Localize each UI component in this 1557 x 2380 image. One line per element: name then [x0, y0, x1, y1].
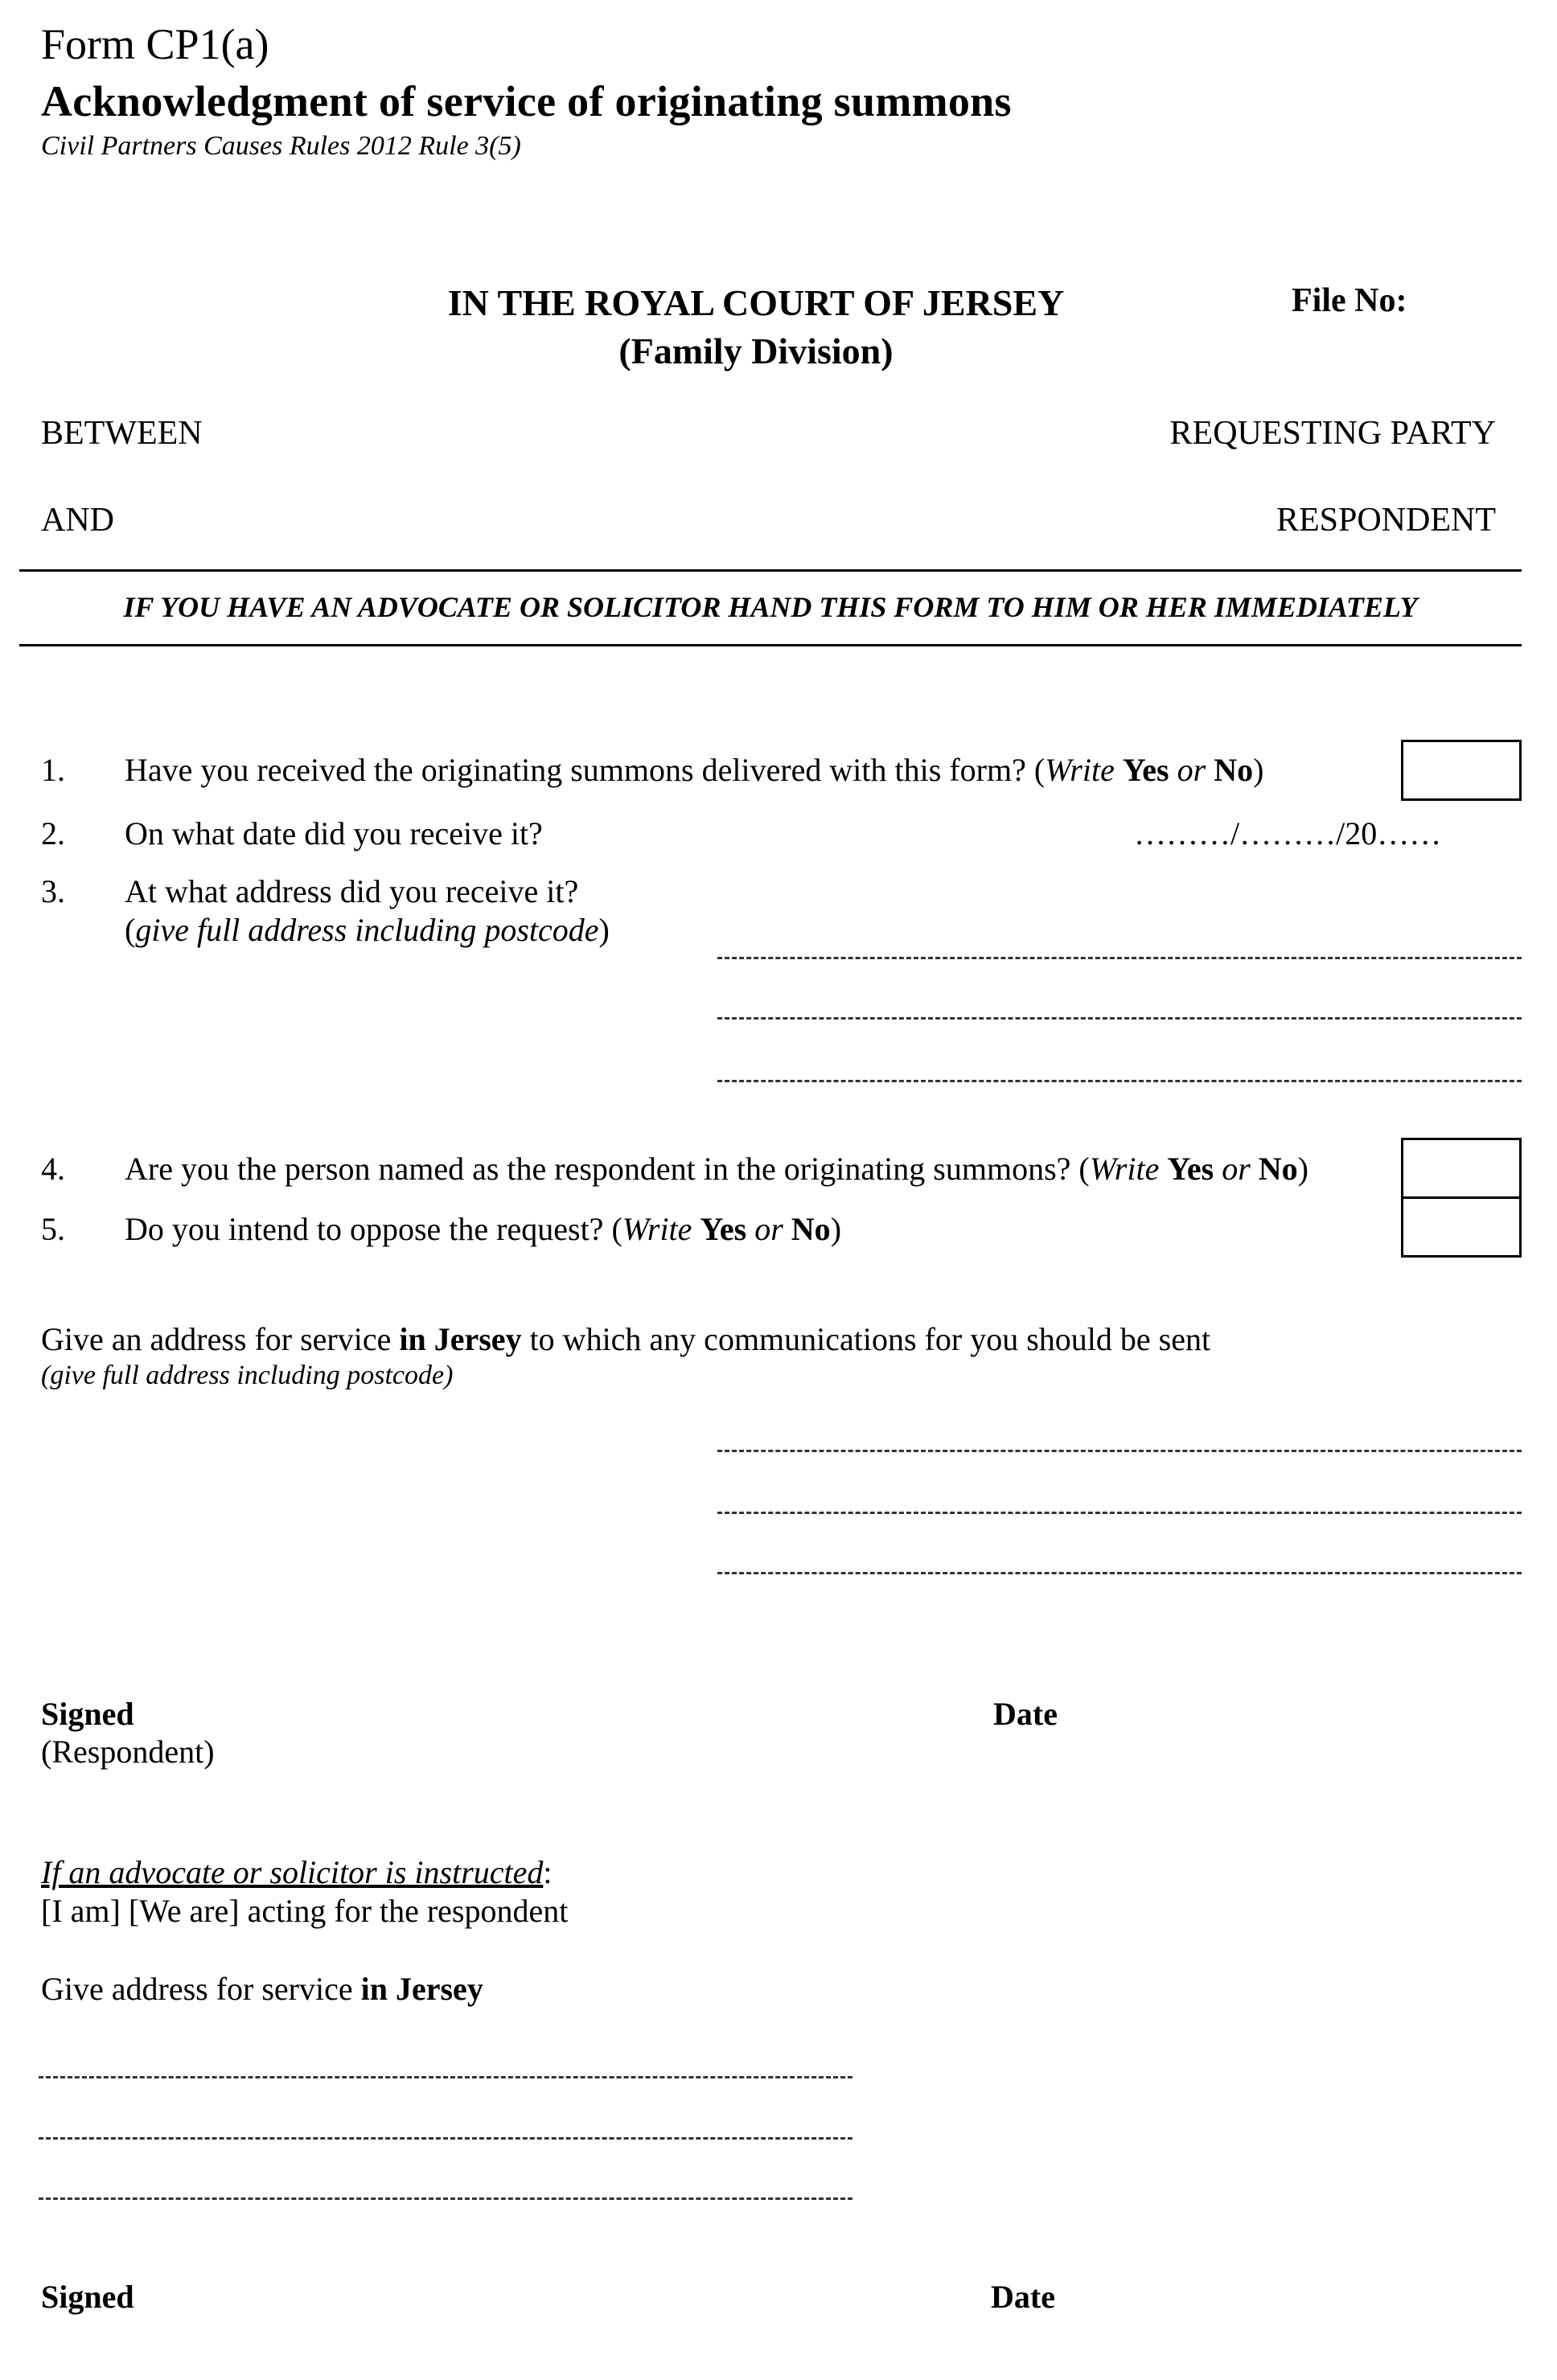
address-line-q3-2[interactable]: [717, 1017, 1522, 1020]
solicitor-conditional: If an advocate or solicitor is instructed:: [41, 1854, 553, 1890]
date-label: Date: [991, 2279, 1055, 2315]
warning-notice: IF YOU HAVE AN ADVOCATE OR SOLICITOR HAND THIS FORM TO HIM OR HER IMMEDIATELY: [123, 591, 1418, 623]
solicitor-address-line-1[interactable]: [39, 2076, 852, 2078]
file-no-label: File No:: [1292, 282, 1407, 319]
divider-bottom: [19, 644, 1522, 646]
date-label: Date: [993, 1696, 1058, 1732]
answer-box-q4[interactable]: [1401, 1138, 1522, 1199]
respondent-label: RESPONDENT: [1276, 502, 1496, 539]
question-number: 1.: [41, 752, 65, 788]
question-number: 3.: [41, 873, 65, 909]
rule-reference: Civil Partners Causes Rules 2012 Rule 3(5): [41, 131, 521, 161]
solicitor-address-line-2[interactable]: [39, 2137, 852, 2140]
form-title: Acknowledgment of service of originating summons: [41, 77, 1012, 125]
question-2-text: On what date did you receive it?: [125, 815, 543, 851]
question-5-text: Do you intend to oppose the request? (Write Yes or No): [125, 1211, 842, 1247]
respondent-role-label: (Respondent): [41, 1734, 215, 1770]
solicitor-address-text: Give address for service in Jersey: [41, 1971, 483, 2007]
answer-box-q1[interactable]: [1401, 740, 1522, 801]
solicitor-address-line-3[interactable]: [39, 2197, 852, 2200]
question-4-text: Are you the person named as the respondent in the originating summons? (Write Yes or No): [125, 1151, 1308, 1187]
address-line-q3-1[interactable]: [717, 957, 1522, 959]
question-number: 4.: [41, 1151, 65, 1187]
question-1-text: Have you received the originating summons delivered with this form? (Write Yes or No): [125, 752, 1264, 788]
signed-label: Signed: [41, 1696, 134, 1732]
date-received-field[interactable]: ………/………/20……: [1134, 815, 1442, 851]
question-number: 5.: [41, 1211, 65, 1247]
service-address-line-3[interactable]: [717, 1572, 1522, 1574]
service-address-line-1[interactable]: [717, 1450, 1522, 1452]
answer-box-q5[interactable]: [1401, 1196, 1522, 1258]
service-address-line-2[interactable]: [717, 1512, 1522, 1514]
between-label: BETWEEN: [41, 415, 203, 452]
court-division: (Family Division): [618, 330, 894, 371]
and-label: AND: [41, 502, 114, 539]
address-line-q3-3[interactable]: [717, 1080, 1522, 1082]
signed-label: Signed: [41, 2279, 134, 2315]
service-address-subtext: (give full address including postcode): [41, 1360, 454, 1390]
question-3-text: At what address did you receive it?: [125, 873, 579, 909]
court-name: IN THE ROYAL COURT OF JERSEY: [447, 282, 1065, 323]
divider-top: [19, 569, 1522, 572]
form-number: Form CP1(a): [41, 20, 269, 68]
requesting-party-label: REQUESTING PARTY: [1169, 415, 1496, 452]
acting-for-respondent: [I am] [We are] acting for the respondent: [41, 1893, 569, 1929]
question-number: 2.: [41, 815, 65, 851]
service-address-text: Give an address for service in Jersey to which any communications for you should be sent: [41, 1321, 1211, 1357]
question-3-subtext: (give full address including postcode): [125, 912, 610, 948]
